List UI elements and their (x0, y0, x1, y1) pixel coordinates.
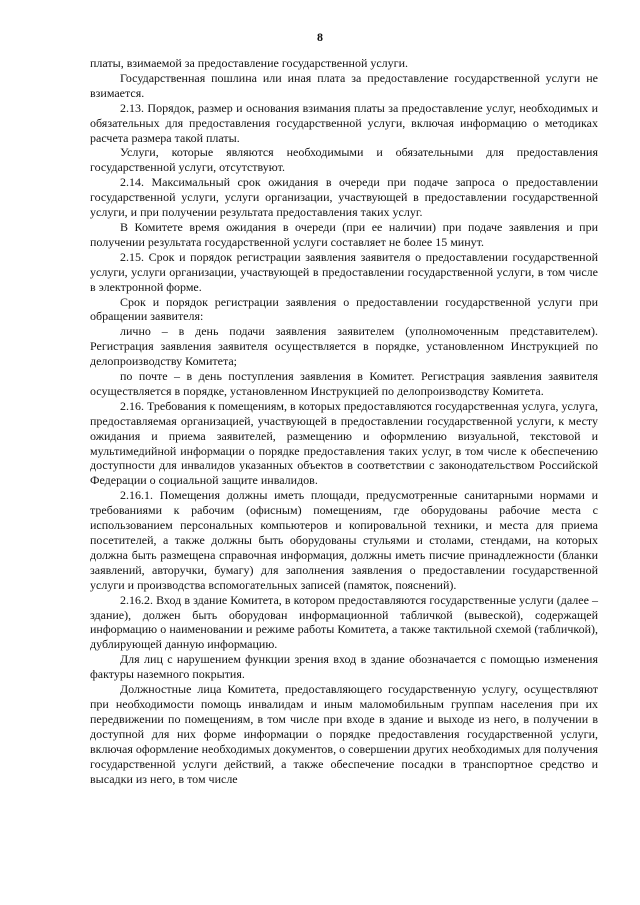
paragraph: лично – в день подачи заявления заявителем (уполномоченным представителем). Регистрация заявления заявителя осуществляется в порядке, установленном Инструкцией по делопроизводству Комитета; (90, 324, 598, 369)
document-body (90, 56, 598, 786)
paragraph: Срок и порядок регистрации заявления о предоставлении государственной услуги при обращении заявителя: (90, 294, 598, 324)
paragraph: 2.16. Требования к помещениям, в которых предоставляются государственная услуга, услуга, предоставляемая организацией, участвующей в предоставлении государственной услуги, к месту ожидания и приема заявителей, размещению и оформлению визуальной, текстовой и мультимедийной информации о порядке предоставления таких услуг, в том числе к обеспечению доступности для инвалидов указанных объектов в соответствии с законодательством Российской Федерации о социальной защите инвалидов. (90, 398, 599, 488)
paragraph: Государственная пошлина или иная плата за предоставление государственной услуги не взимается. (90, 70, 598, 100)
paragraph: В Комитете время ожидания в очереди (при ее наличии) при подаче заявления и при получении результата государственной услуги составляет не более 15 минут. (90, 219, 598, 249)
paragraph: по почте – в день поступления заявления в Комитет. Регистрация заявления заявителя осуществляется в порядке, установленном Инструкцией по делопроизводству Комитета. (90, 369, 598, 398)
paragraph: 2.16.1. Помещения должны иметь площади, предусмотренные санитарными нормами и требованиями к рабочим (офисным) помещениям, где оборудованы рабочие места с использованием персональных компьютеров и копировальной техники, и места для приема посетителей, а также должны быть оборудованы стульями и столами, стендами, на которых должна быть размещена справочная информация, должны иметь писчие принадлежности (бланки заявлений, авторучки, бумагу) для заполнения заявления о предоставлении государственной услуги и производства вспомогательных записей (памяток, пояснений). (90, 488, 598, 592)
paragraph: Для лиц с нарушением функции зрения вход в здание обозначается с помощью изменения фактуры наземного покрытия. (90, 652, 598, 682)
paragraph: 2.16.2. Вход в здание Комитета, в котором предоставляются государственные услуги (далее – здание), должен быть оборудован информационной табличкой (вывеской), содержащей информацию о наименовании и режиме работы Комитета, а также тактильной схемой (табличкой), дублирующей данную информацию. (90, 592, 598, 652)
paragraph: 2.14. Максимальный срок ожидания в очереди при подаче запроса о предоставлении государственной услуги, услуги организации, участвующей в предоставлении государственной услуги, и при получении результата предоставления таких услуг. (90, 175, 598, 220)
page-number: 8 (317, 30, 323, 44)
paragraph: платы, взимаемой за предоставление государственной услуги. (90, 56, 409, 70)
paragraph: 2.13. Порядок, размер и основания взимания платы за предоставление услуг, необходимых и обязательных для предоставления государственной услуги, включая информацию о методиках расчета размера такой платы. (90, 100, 598, 145)
paragraph: Должностные лица Комитета, предоставляющего государственную услугу, осуществляют при необходимости помощь инвалидам и иным маломобильным группам населения при их передвижении по помещениям, в том числе при входе в здание и выходе из него, в получении в доступной для них форме информации о порядке предоставления государственной услуги, включая оформление необходимых документов, о совершении других необходимых для получения государственной услуги действий, а также обеспечение посадки в транспортное средство и высадки из него, в том числе (90, 682, 598, 786)
paragraph: Услуги, которые являются необходимыми и обязательными для предоставления государственной услуги, отсутствуют. (90, 145, 598, 175)
paragraph: 2.15. Срок и порядок регистрации заявления заявителя о предоставлении государственной услуги, услуги организации, участвующей в предоставлении государственной услуги, в том числе в электронной форме. (90, 249, 598, 294)
